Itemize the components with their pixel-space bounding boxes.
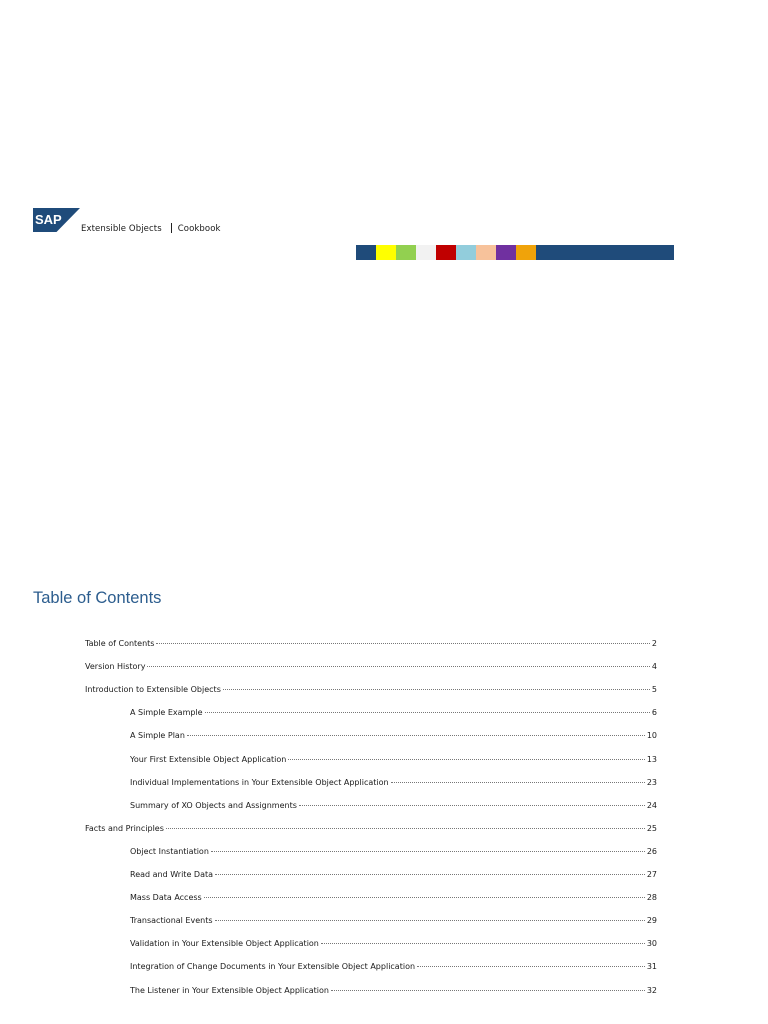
toc-leader-dots [223,689,650,690]
toc-entry-page: 10 [646,731,657,740]
toc-entry-page: 28 [646,893,657,902]
sap-logo-text: SAP [35,212,62,227]
toc-entry-label: Table of Contents [85,639,155,648]
toc-entry-page: 30 [646,939,657,948]
toc-entry-page: 13 [646,755,657,764]
toc-entry-page: 32 [646,986,657,995]
toc-entry[interactable] [85,661,657,673]
toc-leader-dots [187,735,645,736]
toc-entry-label: A Simple Plan [130,731,185,740]
toc-entry[interactable] [130,869,657,881]
toc-entry-page: 24 [646,801,657,810]
toc-entry-label: Mass Data Access [130,893,202,902]
toc-entry[interactable] [130,730,657,742]
toc-entry-label: Read and Write Data [130,870,214,879]
toc-entry-page: 6 [651,708,657,717]
toc-entry-page: 26 [646,847,657,856]
toc-entry-label: Introduction to Extensible Objects [85,685,221,694]
toc-entry-label: Facts and Principles [85,824,164,833]
toc-entry-label: The Listener in Your Extensible Object Application [130,986,329,995]
toc-entry[interactable] [85,823,657,835]
title-separator [171,223,172,233]
toc-entry-label: Transactional Events [130,916,213,925]
toc-entry-label: Object Instantiation [130,847,209,856]
toc-entry[interactable] [130,777,657,789]
toc-entry-page: 5 [651,685,657,694]
color-swatch [456,245,476,260]
toc-entry-label: Version History [85,662,146,671]
color-swatch [496,245,516,260]
toc-leader-dots [215,920,645,921]
toc-entry[interactable] [130,938,657,950]
color-swatch [416,245,436,260]
doc-type: Cookbook [177,224,221,234]
toc-leader-dots [288,759,644,760]
toc-entry-label: A Simple Example [130,708,203,717]
toc-entry-page: 25 [646,824,657,833]
toc-entry[interactable] [130,707,657,719]
toc-leader-dots [147,666,649,667]
toc-entry[interactable] [85,638,657,650]
toc-entry[interactable] [130,915,657,927]
toc-entry-page: 29 [646,916,657,925]
toc-entry-label: Validation in Your Extensible Object Application [130,939,319,948]
toc-entry[interactable] [130,985,657,997]
color-swatch [536,245,674,260]
color-swatch [396,245,416,260]
toc-entry[interactable] [130,961,657,973]
toc-leader-dots [166,828,645,829]
toc-leader-dots [417,966,645,967]
toc-leader-dots [211,851,645,852]
toc-entry-page: 4 [651,662,657,671]
document-title [81,223,221,234]
toc-entry-page: 27 [646,870,657,879]
sap-logo [33,208,80,232]
toc-leader-dots [215,874,645,875]
toc-entry-label: Your First Extensible Object Application [130,755,287,764]
toc-entry-label: Individual Implementations in Your Extensible Object Application [130,778,389,787]
toc-leader-dots [204,897,645,898]
color-swatch [476,245,496,260]
color-swatch [436,245,456,260]
toc-leader-dots [299,805,645,806]
toc-leader-dots [205,712,650,713]
toc-entry[interactable] [130,846,657,858]
toc-entry-page: 31 [646,962,657,971]
toc-entry-label: Integration of Change Documents in Your Extensible Object Application [130,962,416,971]
toc-leader-dots [331,990,645,991]
toc-leader-dots [321,943,645,944]
toc-entry[interactable] [85,684,657,696]
toc-entry-page: 23 [646,778,657,787]
color-swatch [516,245,536,260]
toc-entry[interactable] [130,892,657,904]
color-swatch [376,245,396,260]
doc-name: Extensible Objects [81,224,162,234]
toc-heading: Table of Contents [33,589,162,607]
sap-logo-icon [33,208,80,232]
toc-entry-label: Summary of XO Objects and Assignments [130,801,297,810]
brand-color-bar [356,245,674,260]
toc-leader-dots [156,643,649,644]
toc-entry-page: 2 [651,639,657,648]
toc-leader-dots [391,782,645,783]
toc-entry[interactable] [130,800,657,812]
toc-entry[interactable] [130,754,657,766]
color-swatch [356,245,376,260]
